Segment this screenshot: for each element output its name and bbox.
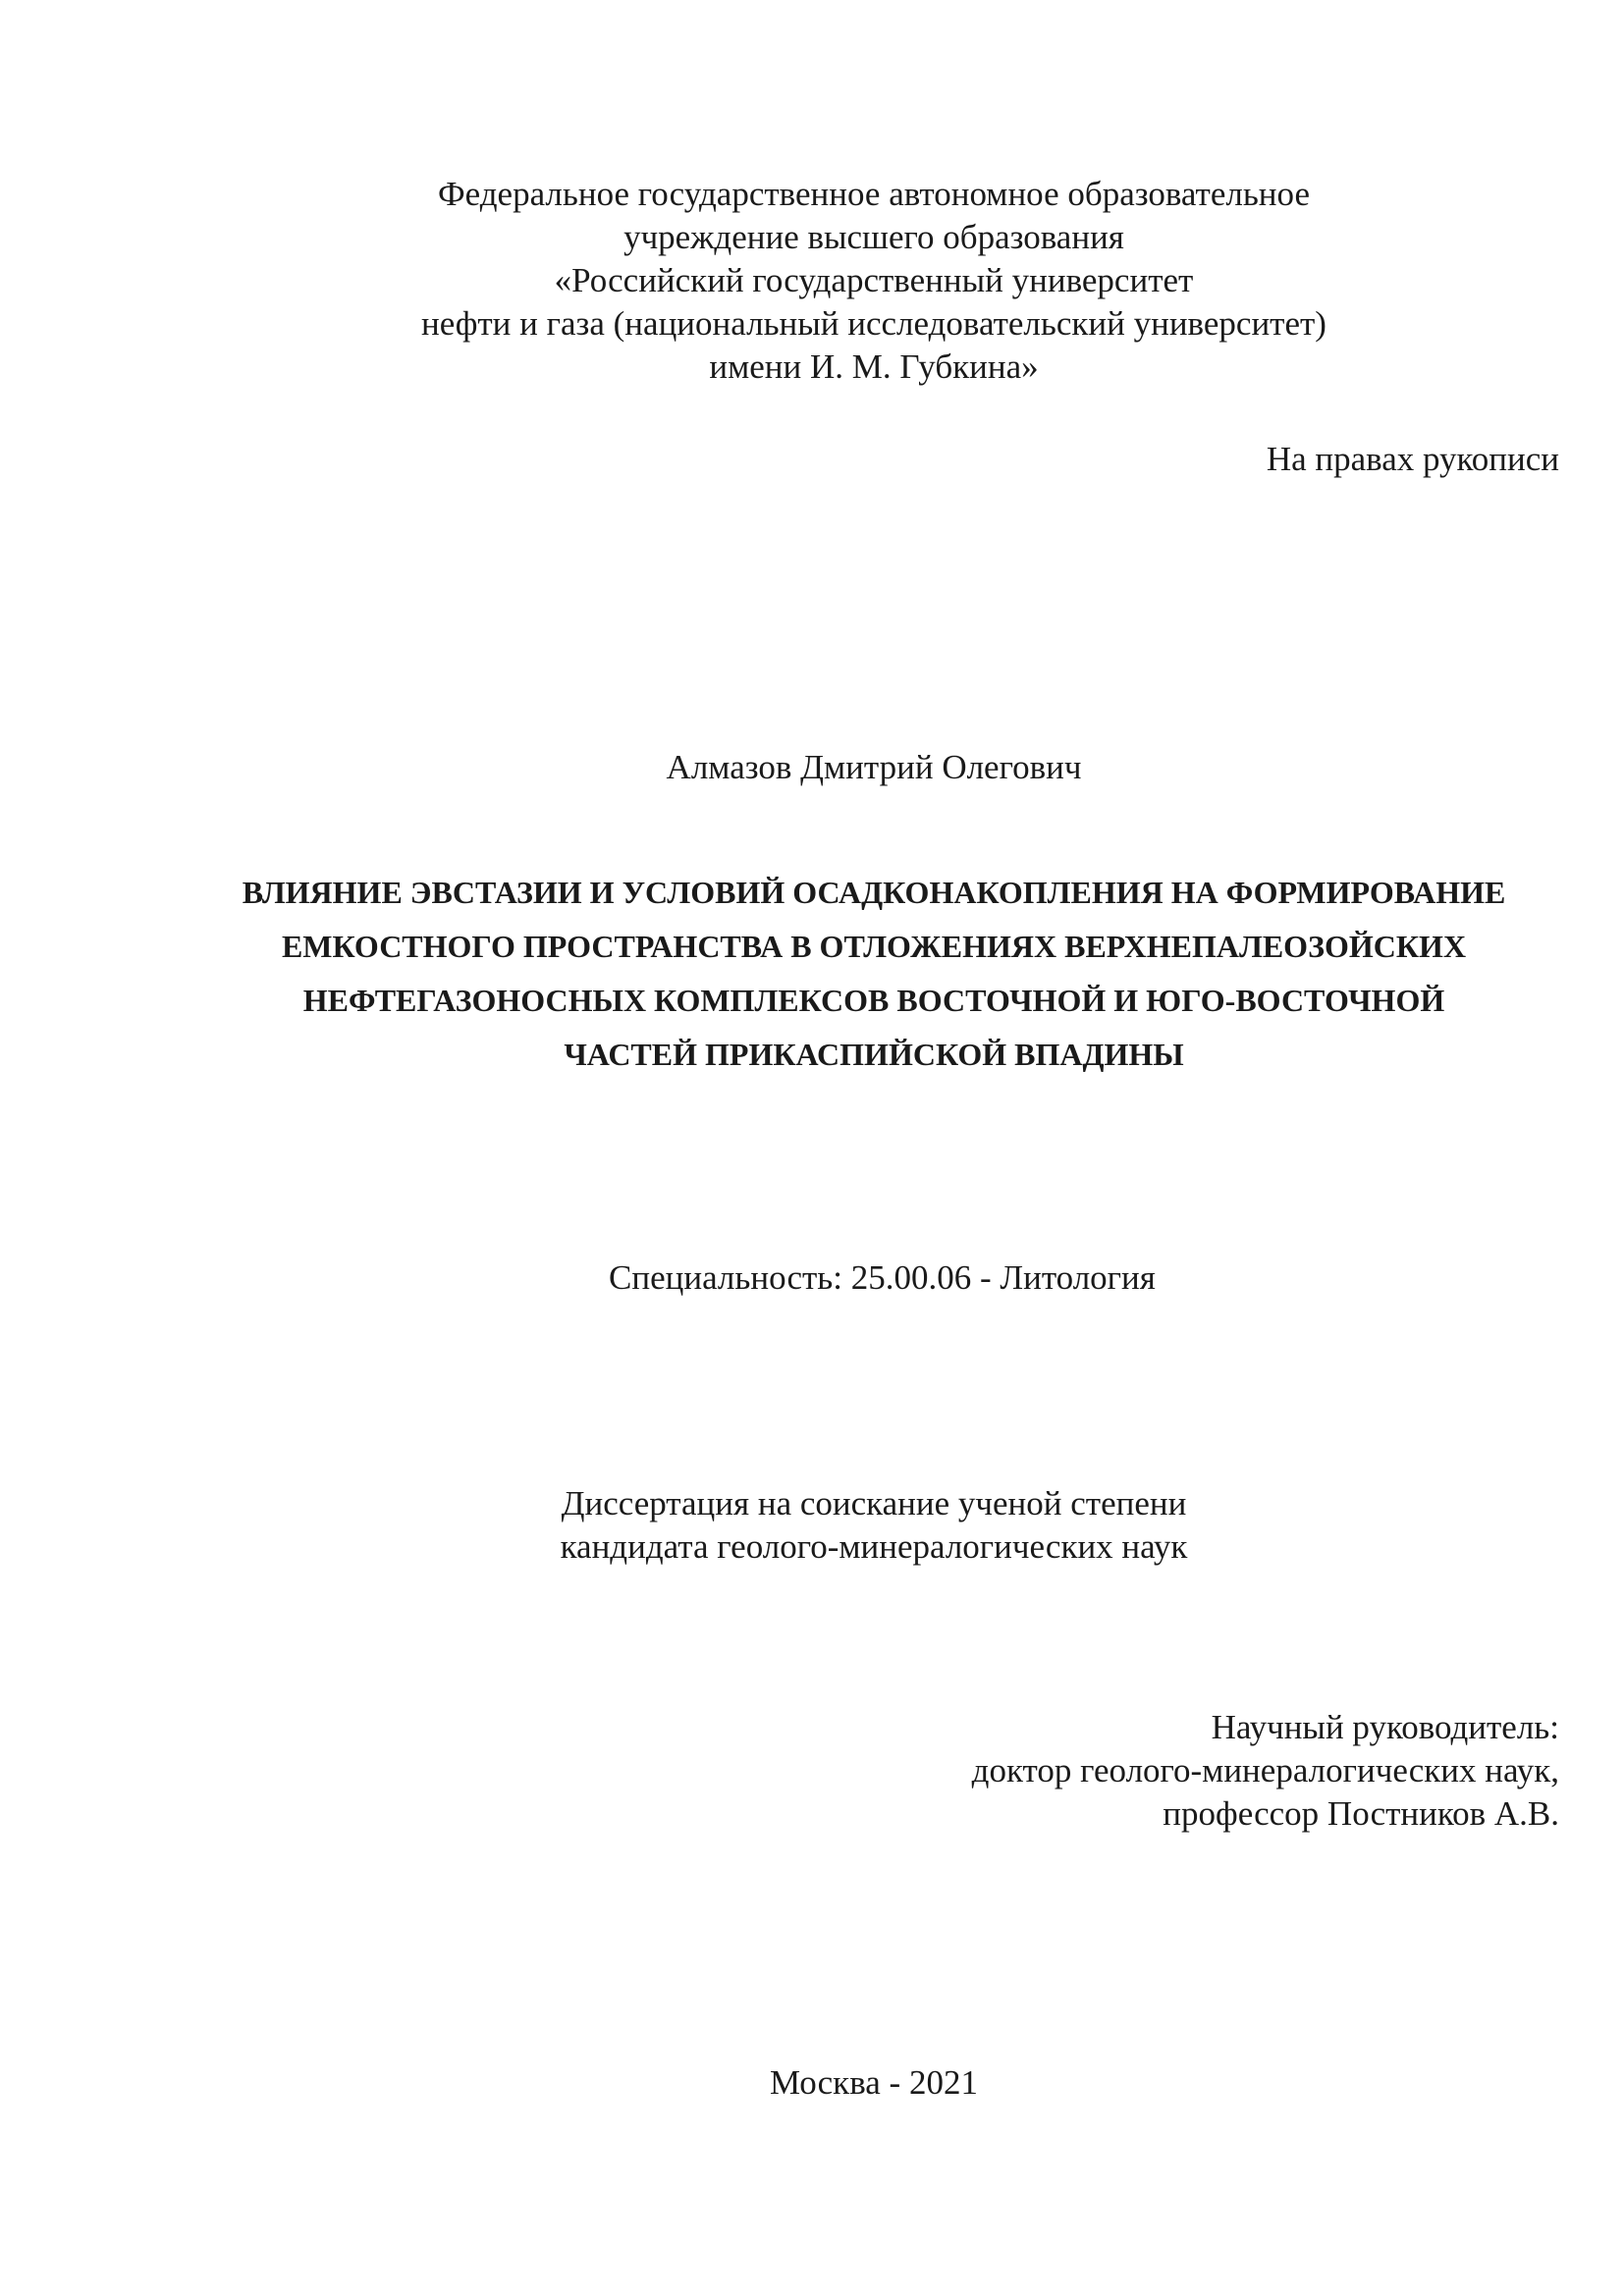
institution-line: нефти и газа (национальный исследовательский университет) <box>421 304 1326 343</box>
supervisor-line: Научный руководитель: <box>1211 1708 1559 1746</box>
supervisor-line: доктор геолого-минералогических наук, <box>971 1751 1559 1789</box>
degree-statement <box>196 1482 1551 1569</box>
institution-line: учреждение высшего образования <box>623 218 1124 256</box>
supervisor-block <box>972 1706 1559 1836</box>
city-year: Москва - 2021 <box>770 2063 978 2102</box>
author-name: Алмазов Дмитрий Олегович <box>666 748 1082 786</box>
institution-header <box>196 173 1551 389</box>
degree-line: кандидата геолого-минералогических наук <box>560 1527 1188 1566</box>
degree-line: Диссертация на соискание ученой степени <box>561 1484 1187 1522</box>
dissertation-title <box>147 866 1600 1082</box>
institution-line: имени И. М. Губкина» <box>709 347 1039 386</box>
title-line: ЧАСТЕЙ ПРИКАСПИЙСКОЙ ВПАДИНЫ <box>564 1037 1184 1072</box>
institution-line: «Российский государственный университет <box>554 261 1194 299</box>
title-line: ВЛИЯНИЕ ЭВСТАЗИИ И УСЛОВИЙ ОСАДКОНАКОПЛЕНИЯ НА ФОРМИРОВАНИЕ <box>242 875 1506 910</box>
title-line: НЕФТЕГАЗОНОСНЫХ КОМПЛЕКСОВ ВОСТОЧНОЙ И ЮГО-ВОСТОЧНОЙ <box>302 983 1445 1018</box>
title-line: ЕМКОСТНОГО ПРОСТРАНСТВА В ОТЛОЖЕНИЯХ ВЕРХНЕПАЛЕОЗОЙСКИХ <box>281 929 1467 964</box>
specialty: Специальность: 25.00.06 - Литология <box>609 1258 1156 1297</box>
manuscript-note: На правах рукописи <box>1266 440 1559 478</box>
institution-line: Федеральное государственное автономное образовательное <box>438 175 1310 213</box>
supervisor-line: профессор Постников А.В. <box>1163 1794 1559 1833</box>
